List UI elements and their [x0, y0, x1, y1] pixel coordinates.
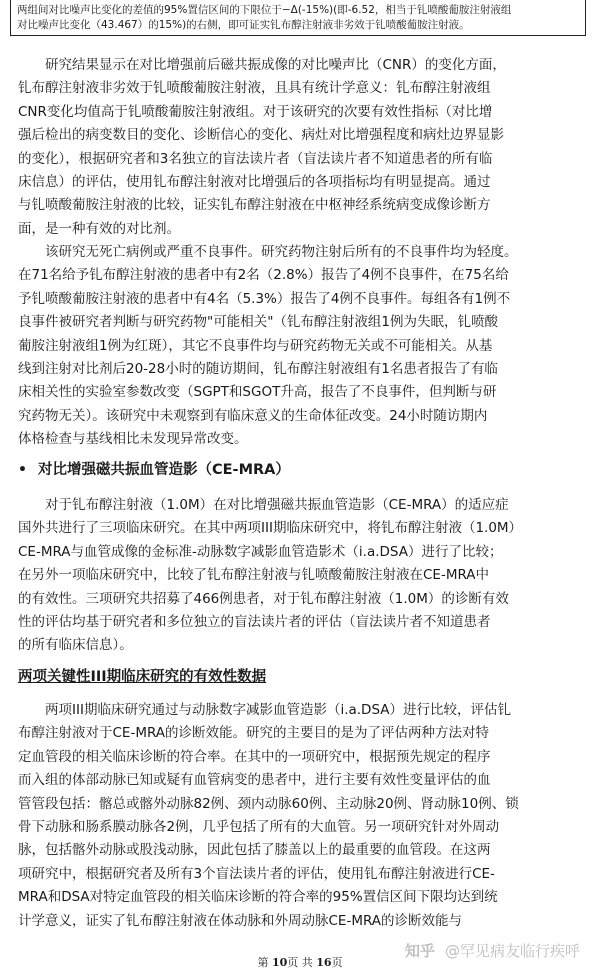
text-line: 两项III期临床研究通过与动脉数字减影血管造影（i.a.DSA）进行比较，评估钆 [18, 702, 511, 718]
page-footer [0, 954, 600, 970]
text-line: 面，是一种有效的对比剂。 [18, 220, 180, 237]
text-line: 在71名给予钆布醇注射液的患者中有2名（2.8%）报告了4例不良事件，在75名给 [18, 267, 509, 284]
ce-mra-heading [18, 458, 290, 479]
footer-mid: 页 共 [287, 956, 313, 969]
paragraph-phase3-studies [18, 699, 584, 933]
watermark-author: @罕见病友临行疾呼 [444, 942, 580, 960]
watermark-brand: 知乎 [404, 942, 435, 960]
text-line: 体格检查与基线相比未发现异常改变。 [18, 431, 248, 448]
section-heading: 两项关键性III期临床研究的有效性数据 [18, 669, 267, 685]
text-line: 国外共进行了三项临床研究。在其中两项III期临床研究中，将钆布醇注射液（1.0M） [18, 520, 523, 537]
text-line: 葡胺注射液组1例为红斑），其它不良事件均与研究药物无关或不可能相关。从基 [18, 337, 493, 354]
footer-total-pages: 16 [316, 956, 332, 969]
text-line: 床相关性的实验室参数改变（SGPT和SGOT升高，报告了不良事件，但判断与研 [18, 384, 497, 401]
bullet-icon: • [18, 462, 27, 478]
text-line: 的有效性。三项研究共招募了466例患者，对于钆布醇注射液（1.0M）的诊断有效 [18, 590, 509, 607]
paragraph-cnr-results [18, 54, 584, 241]
ce-mra-heading-text: 对比增强磁共振血管造影（CE-MRA） [38, 462, 290, 478]
statistical-note-box [10, 0, 586, 36]
text-line: 的变化），根据研究者和3名独立的盲法读片者（盲法读片者不知道患者的所有临 [18, 150, 493, 167]
text-line: 的所有临床信息）。 [18, 637, 133, 654]
text-line: 脉，包括髂外动脉或股浅动脉，因此包括了膝盖以上的最重要的血管段。在这两 [18, 842, 491, 859]
text-line: 研究结果显示在对比增强前后磁共振成像的对比噪声比（CNR）的变化方面， [18, 57, 506, 73]
text-line: 良事件被研究者判断与研究药物"可能相关"（钆布醇注射液组1例为失眠，钆喷酸 [18, 314, 499, 331]
text-line: 究药物无关）。该研究中未观察到有临床意义的生命体征改变。24小时随访期内 [18, 407, 488, 424]
text-line: 床信息）的评估，使用钆布醇注射液对比增强后的各项指标均有明显提高。通过 [18, 174, 491, 191]
paragraph-ce-mra-overview [18, 494, 584, 658]
text-line: 而入组的体部动脉已知或疑有血管病变的患者中，进行主要有效性变量评估的血 [18, 772, 491, 789]
footer-prefix: 第 [257, 956, 269, 969]
text-line: CE-MRA与血管成像的金标准-动脉数字减影血管造影术（i.a.DSA）进行了比较； [18, 543, 503, 560]
text-line: 项研究中，根据研究者及所有3个盲法读片者的评估，使用钆布醇注射液进行CE- [18, 865, 495, 882]
text-line: 性的评估均基于研究者和多位独立的盲法读片者的评估（盲法读片者不知道患者 [18, 614, 491, 631]
text-line: 该研究无死亡病例或严重不良事件。研究药物注射后所有的不良事件均为轻度。 [18, 244, 518, 260]
paragraph-adverse-events [18, 241, 584, 452]
text-line: 强后检出的病变数目的变化、诊断信心的变化、病灶对比增强程度和病灶边界显影 [18, 127, 504, 144]
footer-page-number: 10 [271, 956, 288, 969]
text-line: CNR变化均值高于钆喷酸葡胺注射液组。对于该研究的次要有效性指标（对比增 [18, 103, 493, 120]
text-line: 对于钆布醇注射液（1.0M）在对比增强磁共振血管造影（CE-MRA）的适应症 [18, 497, 509, 513]
text-line: 线到注射对比剂后20-28小时的随访期间，钆布醇注射液组有1名患者报告了有临 [18, 361, 498, 378]
text-line: 布醇注射液对于CE-MRA的诊断效能。研究的主要目的是为了评估两种方法对特 [18, 725, 490, 742]
text-line: 予钆喷酸葡胺注射液的患者中有4名（5.3%）报告了4例不良事件。每组各有1例不 [18, 290, 511, 307]
text-line: 定血管段的相关临床诊断的符合率。在其中的一项研究中，根据预先规定的程序 [18, 748, 491, 765]
text-line: 钆布醇注射液非劣效于钆喷酸葡胺注射液，且具有统计学意义：钆布醇注射液组 [18, 80, 491, 97]
text-line: 计学意义，证实了钆布醇注射液在体动脉和外周动脉CE-MRA的诊断效能与 [18, 912, 463, 929]
text-line: 管管段包括：髂总或髂外动脉82例、颈内动脉60例、主动脉20例、肾动脉10例、锁 [18, 795, 519, 812]
footer-suffix: 页 [331, 956, 343, 969]
text-line: 与钆喷酸葡胺注射液的比较，证实钆布醇注射液在中枢神经系统病变成像诊断方 [18, 197, 491, 214]
text-line: MRA和DSA对特定血管段的相关临床诊断的符合率的95%置信区间下限均达到统 [18, 889, 498, 906]
note-line: 两组间对比噪声比变化的差值的95%置信区间的下限位于−Δ(-15%)(即-6.52，相当于钆喷酸葡胺注射液组 [17, 4, 512, 16]
note-line: 对比噪声比变化（43.467）的15%)的右侧，即可证实钆布醇注射液非劣效于钆喷酸葡胺注射液。 [17, 19, 470, 31]
text-line: 骨下动脉和肠系膜动脉各2例，几乎包括了所有的大血管。另一项研究针对外周动 [18, 819, 500, 836]
text-line: 在另外一项临床研究中，比较了钆布醇注射液与钆喷酸葡胺注射液在CE-MRA中 [18, 567, 490, 584]
